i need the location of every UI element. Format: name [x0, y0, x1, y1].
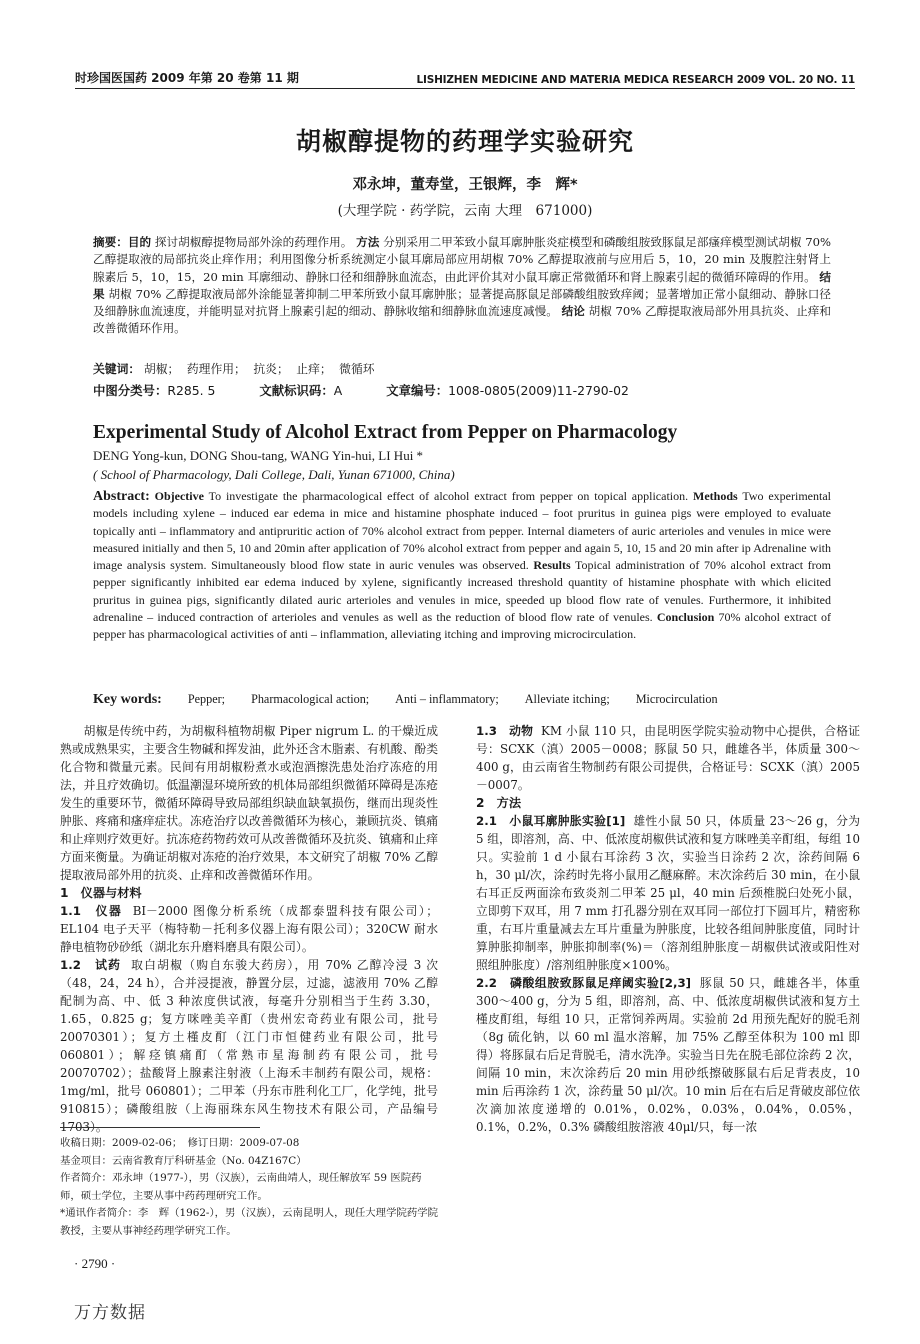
footnote-rule [60, 1127, 260, 1128]
subsection-text: 取白胡椒（购自东骏大药房），用 70% 乙醇冷浸 3 次（48，24，24 h），合并浸提液，静置分层，过滤，滤液用 70% 乙醇配制为高、中、低 3 种浓度供试液，每毫升分别相当于生药 3.30，1.65，0.825 g；复方咪唑美辛酊（贵州宏奇药业有限公司，批号 20070301）；复方土槿皮酊（江门市恒健药业有限公司，批号 060801）；解痉镇痛酊（常熟市星海制药有限公司，批号 20070702）；盐酸肾上腺素注射液（上海禾丰制药有限公司，规格：1mg/ml，批号 060801）；二甲苯（丹东市胜利化工厂，化学纯，批号 910815）；磷酸组胺（上海丽珠东风生物技术有限公司，产品编号 1703）。 [60, 958, 439, 1134]
body-column-right [476, 722, 860, 1136]
first-author-note: 作者简介：邓永坤（1977-），男（汉族），云南曲靖人，现任解放军 59 医院药师，硕士学位，主要从事中药药理研究工作。 [60, 1172, 422, 1202]
body-column-left [60, 722, 438, 1136]
english-affiliation: ( School of Pharmacology, Dali College, Dali, Yunan 671000, China) [93, 467, 455, 482]
article-number [386, 381, 629, 399]
clc-value: R285. 5 [167, 383, 216, 398]
english-keyword: Pepper; [187, 692, 226, 706]
subsection-label: 2.2 磷酸组胺致豚鼠足痒阈实验[2,3] [476, 976, 692, 990]
subsection-label: 1.2 试药 [60, 958, 122, 972]
english-methods-label: Methods [693, 489, 738, 503]
doc-code-value: A [333, 383, 343, 398]
subsection-text: KM 小鼠 110 只，由昆明医学院实验动物中心提供，合格证号：SCXK（滇）2005－0008；豚鼠 50 只，雌雄各半，体质量 300～400 g，由云南省生物制药有限公司提供，合格证号：SCXK（滇）2005－0007。 [476, 724, 860, 792]
section-paragraph [476, 974, 860, 1136]
keyword: 胡椒； [143, 362, 180, 376]
subsection-text: BI－2000 图像分析系统（成都泰盟科技有限公司）；EL104 电子天平（梅特勒－托利多仪器上海有限公司）；320CW 耐水静电植物砂砂纸（湖北东升磨料磨具有限公司）。 [60, 904, 439, 954]
page-number: · 2790 · [74, 1256, 116, 1271]
header-journal-cn: 时珍国医国药 2009 年第 20 卷第 11 期 [75, 71, 299, 85]
funding-note: 基金项目：云南省教育厅科研基金（No. 04Z167C） [60, 1154, 307, 1167]
watermark: 万方数据 [74, 1303, 146, 1323]
english-objective-label: Objective [154, 489, 204, 503]
keyword: 抗炎； [253, 362, 289, 376]
section-paragraph [476, 722, 860, 794]
chinese-abstract [93, 234, 831, 338]
affiliation: (大理学院 · 药学院，云南 大理 671000) [337, 203, 593, 219]
subsection-text: 豚鼠 50 只，雌雄各半，体重 300～400 g，分为 5 组，即溶剂，高、中、低浓度胡椒供试液和复方土槿皮酊组，每组 10 只，正常饲养两周。实验前 2d 用预先配好的脱毛剂（8g 硫化钠，以 60 ml 温水溶解，加 75% 乙醇至体积为 100 ml 即得）将豚鼠右后足背脱毛，清水洗净。实验当日先在脱毛部位涂药 2 次，间隔 10 min，末次涂药后 20 min 用砂纸擦破豚鼠右后足背表皮，10 min 后再涂药 1 次，涂药量 50 μl/次。10 min 后在右后足背破皮部位依次滴加浓度递增的 0.01%，0.02%，0.03%，0.04%，0.05%，0.1%，0.2%，0.3% 磷酸组胺溶液 40μl/只，每一浓 [476, 976, 860, 1134]
subsection-label: 1.3 动物 [476, 724, 534, 738]
objective-text: 探讨胡椒醇提物局部外涂的药理作用。 [154, 235, 353, 249]
english-title: Experimental Study of Alcohol Extract from Pepper on Pharmacology [93, 422, 678, 443]
header-journal-en: LISHIZHEN MEDICINE AND MATERIA MEDICA RESEARCH 2009 VOL. 20 NO. 11 [416, 74, 855, 86]
english-results-label: Results [533, 558, 571, 573]
section-paragraph [476, 812, 860, 974]
keyword: 药理作用； [186, 362, 246, 376]
english-objective-text: To investigate the pharmacological effect of alcohol extract from pepper on topical application. [208, 489, 689, 503]
methods-label: 方法 [356, 235, 380, 249]
section-heading: 2 方法 [476, 796, 522, 810]
article-title: 胡椒醇提物的药理学实验研究 [295, 127, 634, 156]
section-paragraph [60, 956, 438, 1136]
methods-text: 分别采用二甲苯致小鼠耳廓肿胀炎症模型和磷酸组胺致豚鼠足部瘙痒模型测试胡椒 70% 乙醇提取液的局部抗炎止痒作用；利用图像分析系统测定小鼠耳廓局部应用胡椒 70% 乙醇提取液前与应用后 5，10，20 min 及腹腔注射肾上腺素后 5，10，15，20 min 耳廓细动、静脉口径和细静脉血流态，由此评价其对小鼠耳廓正常微循环和肾上腺素引起的微循环障碍的作用。 [93, 235, 831, 284]
english-keywords-label: Key words: [93, 692, 162, 707]
english-results-text: Topical administration of 70% alcohol extract from pepper significantly inhibited ear edema induced by xylene, significantly increased threshold quantity of histamine phosphate with which elicited pruritus in guinea pigs, significantly dilated auric arterioles and venules in mice, speeded up blood flow rate of venules. Furthermore, it inhibited adrenaline – induced contraction of arterioles and venules as well as the reduction of blood flow rate of venules. [93, 558, 831, 625]
abstract-label: 摘要： [93, 235, 128, 249]
classification-line [93, 381, 831, 399]
english-conclusion-text: 70% alcohol extract of pepper has pharmacological activities of anti – inflammation, alleviating itching and improving microcirculation. [93, 610, 831, 642]
header-rule [75, 88, 855, 89]
running-header [75, 66, 855, 86]
english-abstract-label: Abstract: [93, 489, 150, 504]
document-code [259, 381, 342, 399]
corresponding-author-note: *通讯作者简介：李 辉（1962-），男（汉族），云南昆明人，现任大理学院药学院教授，主要从事神经药理学研究工作。 [60, 1207, 439, 1237]
results-label: 结果 [93, 269, 831, 301]
english-keyword: Microcirculation [635, 692, 718, 706]
english-authors: DENG Yong-kun, DONG Shou-tang, WANG Yin-hui, LI Hui * [93, 448, 424, 463]
section-paragraph [60, 902, 438, 956]
keyword: 微循环 [339, 362, 375, 376]
footnotes [60, 1135, 440, 1240]
section-heading: 1 仪器与材料 [60, 886, 142, 900]
doc-code-label: 文献标识码： [259, 383, 334, 398]
article-number-value: 1008-0805(2009)11-2790-02 [448, 383, 629, 398]
english-keywords [93, 692, 831, 708]
english-keyword: Anti – inflammatory; [395, 692, 499, 706]
article-number-label: 文章编号： [386, 383, 449, 398]
conclusion-label: 结论 [561, 304, 585, 319]
clc-label: 中图分类号： [93, 383, 168, 398]
received-dates: 收稿日期：2009-02-06； 修订日期：2009-07-08 [60, 1137, 300, 1149]
english-conclusion-label: Conclusion [656, 610, 715, 625]
chinese-keywords [93, 360, 831, 377]
english-keyword: Alleviate itching; [524, 692, 610, 706]
english-methods-text: Two experimental models including xylene – induced ear edema in mice and histamine phosphate induced – foot pruritus in guinea pigs were employed to evaluate topically anti – inflammatory and antipruritic action of 70% alcohol extract from pepper. Internal diameters of auric arterioles and venules in mice were measured initially and then 5, 10 and 20min after application of 70% alcohol extract from pepper and again 5, 10, 15 and 20 min after ip Adrenaline with image analysis system. Simultaneously blood flow state in auric venules was observed. [93, 489, 831, 573]
objective-label: 目的 [127, 235, 152, 249]
subsection-label: 1.1 仪器 [60, 904, 123, 918]
english-abstract [93, 488, 831, 644]
keywords-label: 关键词： [93, 362, 141, 376]
author-list: 邓永坤，董寿堂，王银辉，李 辉* [352, 177, 578, 193]
conclusion-text: 胡椒 70% 乙醇提取液局部外用具抗炎、止痒和改善微循环作用。 [93, 304, 831, 336]
clc-number [93, 381, 215, 399]
keyword: 止痒； [296, 362, 332, 376]
subsection-label: 2.1 小鼠耳廓肿胀实验[1] [476, 814, 626, 828]
subsection-text: 雄性小鼠 50 只，体质量 23～26 g，分为 5 组，即溶剂，高、中、低浓度胡椒供试液和复方咪唑美辛酊组，每组 10 只。实验前 1 d 小鼠右耳涂药 3 次，实验当日涂药 2 次，涂药间隔 6 h，30 μl/次，涂药时先将小鼠用乙醚麻醉。末次涂药后 30 min，在小鼠右耳正反两面涂布致炎剂二甲苯 25 μl，40 min 后颈椎脱臼处死小鼠，立即剪下双耳，用 7 mm 打孔器分别在双耳同一部位打下圆耳片，精密称重，右耳片重量减去左耳片重量为肿胀度，比较各组间肿胀度值，同时计算肿胀抑制率，肿胀抑制率(%)＝（溶剂组肿胀度－胡椒供试液或阳性对照组肿胀度）/溶剂组肿胀度×100%。 [476, 814, 861, 972]
english-keyword: Pharmacological action; [251, 692, 370, 706]
results-text: 胡椒 70% 乙醇提取液局部外涂能显著抑制二甲苯所致小鼠耳廓肿胀；显著提高豚鼠足部磷酸组胺致痒阈；显著增加正常小鼠细动、静脉口径及细静脉血流速度，并能明显对抗肾上腺素引起的细动、静脉收缩和细静脉血流速度减慢。 [93, 286, 831, 319]
intro-paragraph: 胡椒是传统中药，为胡椒科植物胡椒 Piper nigrum L. 的干燥近成熟或成熟果实，主要含生物碱和挥发油，此外还含木脂素、有机酸、酚类化合物和微量元素。民间有用胡椒粉煮水或泡酒擦洗患处治疗冻疮的用法，并且疗效确切。低温潮湿环境所致的机体局部组织微循环障碍是冻疮发生的重要环节，微循环障碍导致局部组织缺血缺氧损伤，继而出现炎性肿胀、疼痛和瘙痒症状。冻疮治疗以改善微循环为核心，兼顾抗炎、镇痛和止痒则疗效更好。抗冻疮药物药效可从改善微循环及抗炎、镇痛和止痒方面来衡量。为确证胡椒对冻疮的治疗效果，本文研究了胡椒 70% 乙醇提取液局部外用的抗炎、止痒和改善微循环作用。 [60, 724, 438, 882]
